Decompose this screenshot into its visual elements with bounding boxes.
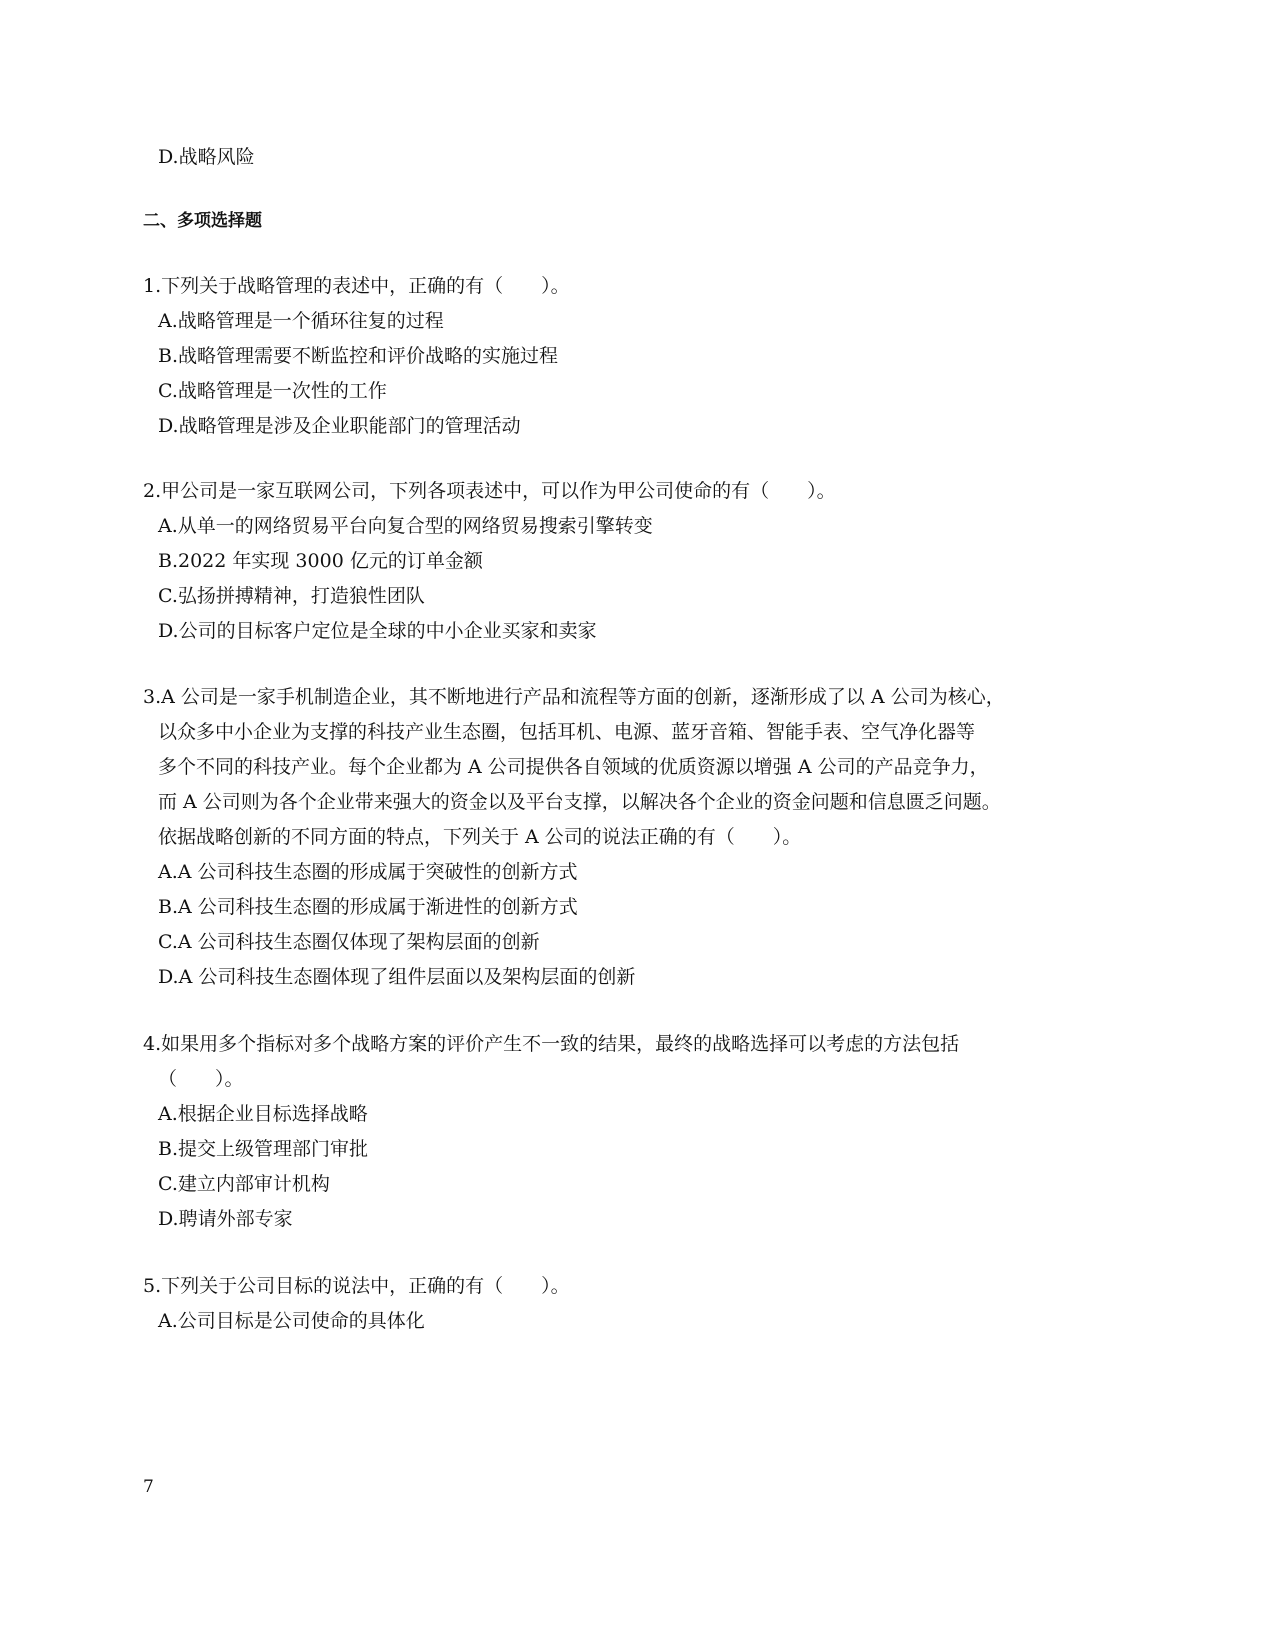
question-stem: 4.如果用多个指标对多个战略方案的评价产生不一致的结果，最终的战略选择可以考虑的方法包括 <box>143 1033 960 1055</box>
answer-option: D.公司的目标客户定位是全球的中小企业买家和卖家 <box>158 620 597 642</box>
answer-option: D.聘请外部专家 <box>158 1208 293 1230</box>
answer-option: D.A 公司科技生态圈体现了组件层面以及架构层面的创新 <box>158 966 636 988</box>
question-stem: 3.A 公司是一家手机制造企业，其不断地进行产品和流程等方面的创新，逐渐形成了以 A 公司为核心， <box>143 686 1005 708</box>
question-stem-continued: 多个不同的科技产业。每个企业都为 A 公司提供各自领域的优质资源以增强 A 公司的产品竞争力， <box>158 756 989 778</box>
answer-option: A.A 公司科技生态圈的形成属于突破性的创新方式 <box>158 861 578 883</box>
option-text: D.战略风险 <box>158 146 255 168</box>
answer-option: B.提交上级管理部门审批 <box>158 1138 369 1160</box>
answer-option: B.A 公司科技生态圈的形成属于渐进性的创新方式 <box>158 896 578 918</box>
answer-option: A.从单一的网络贸易平台向复合型的网络贸易搜索引擎转变 <box>158 515 653 537</box>
answer-option: C.弘扬拼搏精神，打造狼性团队 <box>158 585 425 607</box>
page-number: 7 <box>143 1477 154 1497</box>
question-stem-continued: 以众多中小企业为支撑的科技产业生态圈，包括耳机、电源、蓝牙音箱、智能手表、空气净化器等 <box>158 721 976 743</box>
answer-option: A.公司目标是公司使命的具体化 <box>158 1310 425 1332</box>
question-stem-continued: （ ）。 <box>158 1068 244 1090</box>
section-heading: 二、多项选择题 <box>143 211 262 231</box>
answer-option: A.战略管理是一个循环往复的过程 <box>158 310 444 332</box>
answer-option: C.战略管理是一次性的工作 <box>158 380 387 402</box>
answer-option: C.建立内部审计机构 <box>158 1173 330 1195</box>
answer-option: A.根据企业目标选择战略 <box>158 1103 368 1125</box>
question-stem-continued: 依据战略创新的不同方面的特点，下列关于 A 公司的说法正确的有（ ）。 <box>158 826 802 848</box>
question-stem-continued: 而 A 公司则为各个企业带来强大的资金以及平台支撑，以解决各个企业的资金问题和信息匮乏问题。 <box>158 791 1001 813</box>
answer-option: C.A 公司科技生态圈仅体现了架构层面的创新 <box>158 931 540 953</box>
question-stem: 2.甲公司是一家互联网公司，下列各项表述中，可以作为甲公司使命的有（ ）。 <box>143 480 836 502</box>
answer-option: B.战略管理需要不断监控和评价战略的实施过程 <box>158 345 559 367</box>
question-stem: 5.下列关于公司目标的说法中，正确的有（ ）。 <box>143 1275 570 1297</box>
question-stem: 1.下列关于战略管理的表述中，正确的有（ ）。 <box>143 275 570 297</box>
answer-option: D.战略管理是涉及企业职能部门的管理活动 <box>158 415 521 437</box>
answer-option: B.2022 年实现 3000 亿元的订单金额 <box>158 550 483 572</box>
